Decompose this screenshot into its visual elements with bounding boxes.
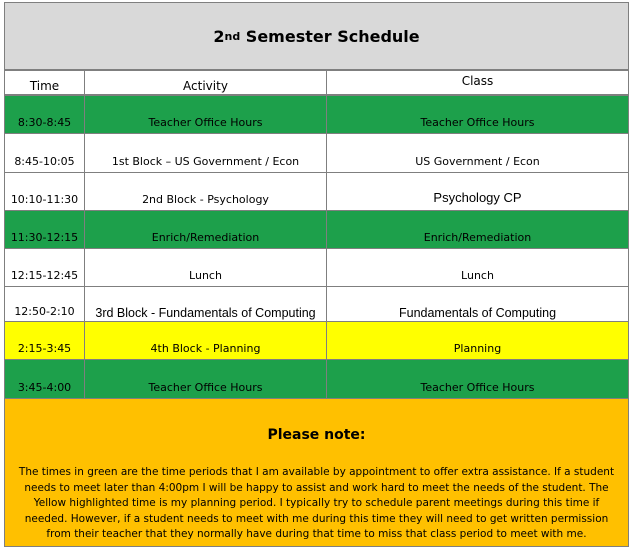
row-time: 12:50-2:10 bbox=[4, 286, 85, 322]
row-class: US Government / Econ bbox=[326, 133, 629, 173]
schedule-sheet bbox=[4, 2, 629, 547]
please-note-box bbox=[4, 398, 629, 547]
row-class: Teacher Office Hours bbox=[326, 359, 629, 399]
schedule-row bbox=[4, 133, 629, 173]
column-header-row bbox=[4, 70, 629, 95]
row-activity: 2nd Block - Psychology bbox=[84, 172, 327, 211]
row-activity: Enrich/Remediation bbox=[84, 210, 327, 249]
schedule-row bbox=[4, 321, 629, 360]
title-superscript: nd bbox=[224, 29, 241, 43]
row-class: Psychology CP bbox=[326, 172, 629, 211]
row-activity: Lunch bbox=[84, 248, 327, 287]
row-activity bbox=[84, 286, 327, 322]
row-class: Planning bbox=[326, 321, 629, 360]
row-class: Teacher Office Hours bbox=[326, 95, 629, 134]
row-activity: 4th Block - Planning bbox=[84, 321, 327, 360]
header-activity: Activity bbox=[84, 70, 327, 95]
note-line: needed. However, if a student needs to meet with me during this time they will need to get written permission bbox=[24, 512, 609, 525]
schedule-row bbox=[4, 172, 629, 211]
schedule-row bbox=[4, 95, 629, 134]
row-class: Fundamentals of Computing bbox=[326, 286, 629, 322]
schedule-row bbox=[4, 359, 629, 399]
row-time: 10:10-11:30 bbox=[4, 172, 85, 211]
note-line: from their teacher that they normally have during that time to miss that class period to meet with me. bbox=[46, 528, 587, 540]
row-activity: Teacher Office Hours bbox=[84, 95, 327, 134]
schedule-row bbox=[4, 248, 629, 287]
note-body bbox=[13, 465, 620, 543]
row-time: 2:15-3:45 bbox=[4, 321, 85, 360]
schedule-row bbox=[4, 210, 629, 249]
note-line: Yellow highlighted time is my planning period. I typically try to schedule parent meetings during this time if bbox=[33, 497, 600, 509]
row-activity: 1st Block – US Government / Econ bbox=[84, 133, 327, 173]
row-time: 12:15-12:45 bbox=[4, 248, 85, 287]
row-time: 8:45-10:05 bbox=[4, 133, 85, 173]
row-activity: Teacher Office Hours bbox=[84, 359, 327, 399]
row-time: 8:30-8:45 bbox=[4, 95, 85, 134]
row-activity-subject: - Fundamentals of Computing bbox=[147, 306, 316, 320]
note-title: Please note: bbox=[267, 427, 366, 443]
schedule-title bbox=[4, 2, 629, 70]
row-class: Enrich/Remediation bbox=[326, 210, 629, 249]
row-class: Lunch bbox=[326, 248, 629, 287]
header-time: Time bbox=[4, 70, 85, 95]
note-line: needs to meet later than 4:00pm I will be happy to assist and work hard to meet the needs of the student. The bbox=[24, 481, 609, 494]
row-time: 11:30-12:15 bbox=[4, 210, 85, 249]
schedule-row bbox=[4, 286, 629, 322]
title-number: 2 bbox=[213, 26, 225, 46]
title-text: Semester Schedule bbox=[240, 26, 420, 46]
row-activity-block: 3rd Block bbox=[95, 306, 148, 320]
row-time: 3:45-4:00 bbox=[4, 359, 85, 399]
header-class: Class bbox=[326, 70, 629, 95]
note-line: The times in green are the time periods that I am available by appointment to offer extra assistance. If a student bbox=[18, 466, 615, 478]
